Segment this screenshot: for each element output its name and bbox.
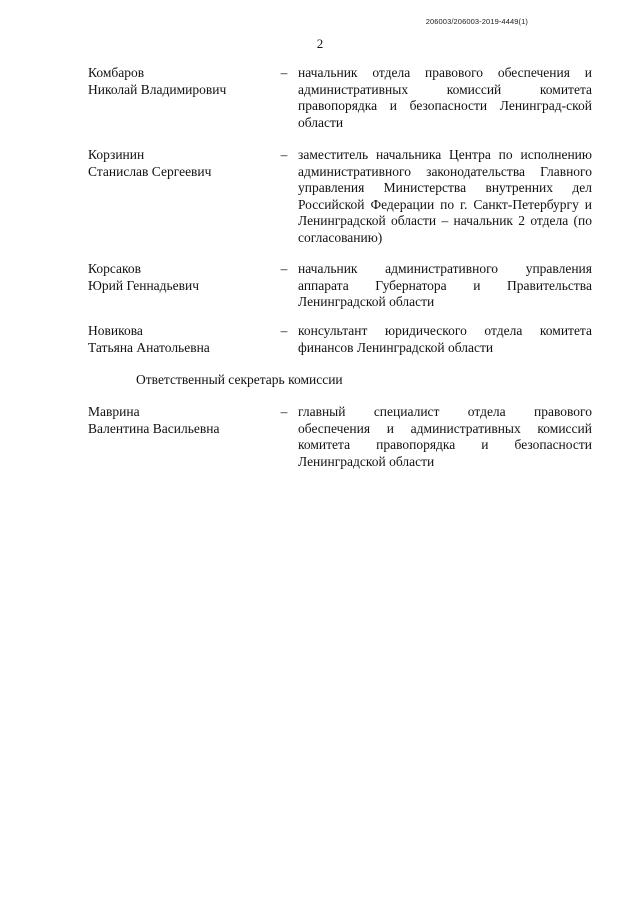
member-position: консультант юридического отдела комитета финансов Ленинградской области — [298, 323, 592, 355]
separator-dash: – — [280, 323, 288, 338]
member-given-names: Юрий Геннадьевич — [88, 277, 200, 293]
document-id: 206003/206003-2019-4449(1) — [425, 17, 528, 26]
member-surname: Корзинин — [88, 147, 145, 162]
separator-dash: – — [280, 261, 288, 276]
member-entry — [88, 323, 592, 356]
member-name — [88, 323, 278, 356]
member-position: главный специалист отдела правового обеспечения и административных комиссий комитета правопорядка и безопасности Ленинградской области — [298, 404, 592, 469]
member-position: начальник административного управления аппарата Губернатора и Правительства Ленинградской области — [298, 261, 592, 309]
secretary-heading: Ответственный секретарь комиссии — [136, 372, 343, 387]
member-given-names: Станислав Сергеевич — [88, 163, 212, 179]
member-name — [88, 65, 278, 98]
member-given-names: Татьяна Анатольевна — [88, 339, 210, 355]
member-surname: Маврина — [88, 404, 140, 419]
member-surname: Корсаков — [88, 261, 141, 276]
member-given-names: Валентина Васильевна — [88, 420, 220, 436]
member-given-names: Николай Владимирович — [88, 81, 227, 97]
member-entry — [88, 65, 592, 131]
separator-dash: – — [280, 147, 288, 162]
separator-dash: – — [280, 404, 288, 419]
page-number: 2 — [316, 36, 324, 51]
member-name — [88, 261, 278, 294]
separator-dash: – — [280, 65, 288, 80]
member-position: заместитель начальника Центра по исполнению административного законодательства Главного управления Министерства внутренних дел Российской Федерации по г. Санкт-Петербургу и Ленинградской области – начальник 2 отдела (по согласованию) — [298, 147, 592, 245]
member-position: начальник отдела правового обеспечения и административных комиссий комитета правопорядка и безопасности Ленинград-ской области — [298, 65, 592, 130]
secretary-entry — [88, 404, 592, 470]
member-entry — [88, 261, 592, 311]
member-surname: Комбаров — [88, 65, 145, 80]
member-name — [88, 404, 278, 437]
member-name — [88, 147, 278, 180]
member-surname: Новикова — [88, 323, 143, 338]
member-entry — [88, 147, 592, 246]
